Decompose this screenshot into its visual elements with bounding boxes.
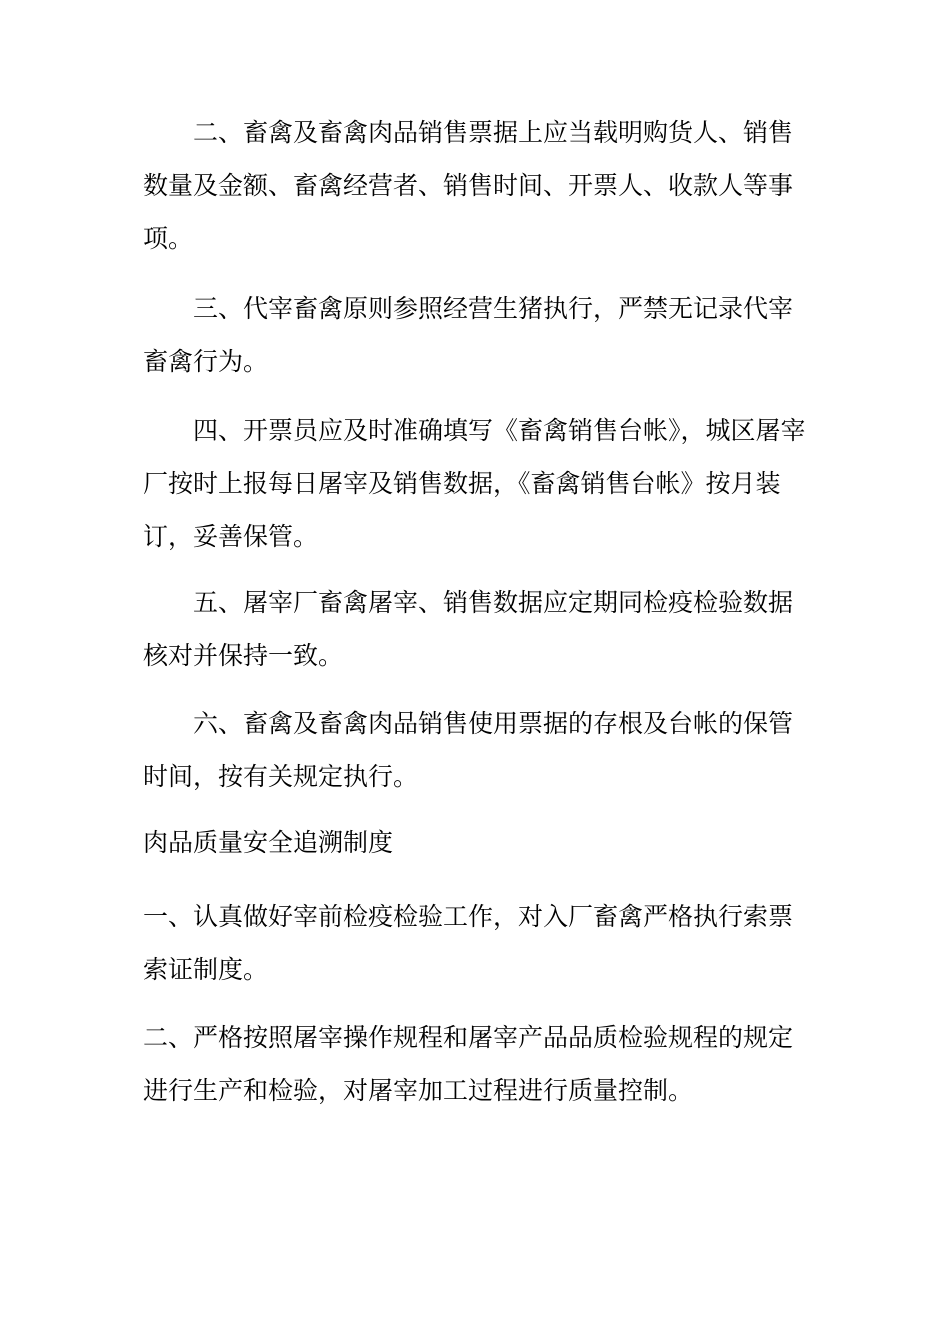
- section-title: 肉品质量安全追溯制度: [143, 828, 394, 857]
- paragraph-item-2: 二、畜禽及畜禽肉品销售票据上应当载明购货人、销售数量及金额、畜禽经营者、销售时间、开票人、收款人等事项。: [143, 118, 794, 253]
- paragraph-item-6: 六、畜禽及畜禽肉品销售使用票据的存根及台帐的保管时间，按有关规定执行。: [143, 709, 794, 791]
- paragraph-item-4: 四、开票员应及时准确填写《畜禽销售台帐》，城区屠宰厂按时上报每日屠宰及销售数据，《畜禽销售台帐》按月装订，妥善保管。: [143, 416, 806, 551]
- paragraph-item-3: 三、代宰畜禽原则参照经营生猪执行，严禁无记录代宰畜禽行为。: [143, 294, 794, 376]
- section-paragraph-2: 二、严格按照屠宰操作规程和屠宰产品品质检验规程的规定进行生产和检验，对屠宰加工过程进行质量控制。: [143, 1023, 794, 1105]
- paragraph-item-5: 五、屠宰厂畜禽屠宰、销售数据应定期同检疫检验数据核对并保持一致。: [143, 588, 794, 670]
- section-paragraph-1: 一、认真做好宰前检疫检验工作，对入厂畜禽严格执行索票索证制度。: [143, 902, 794, 984]
